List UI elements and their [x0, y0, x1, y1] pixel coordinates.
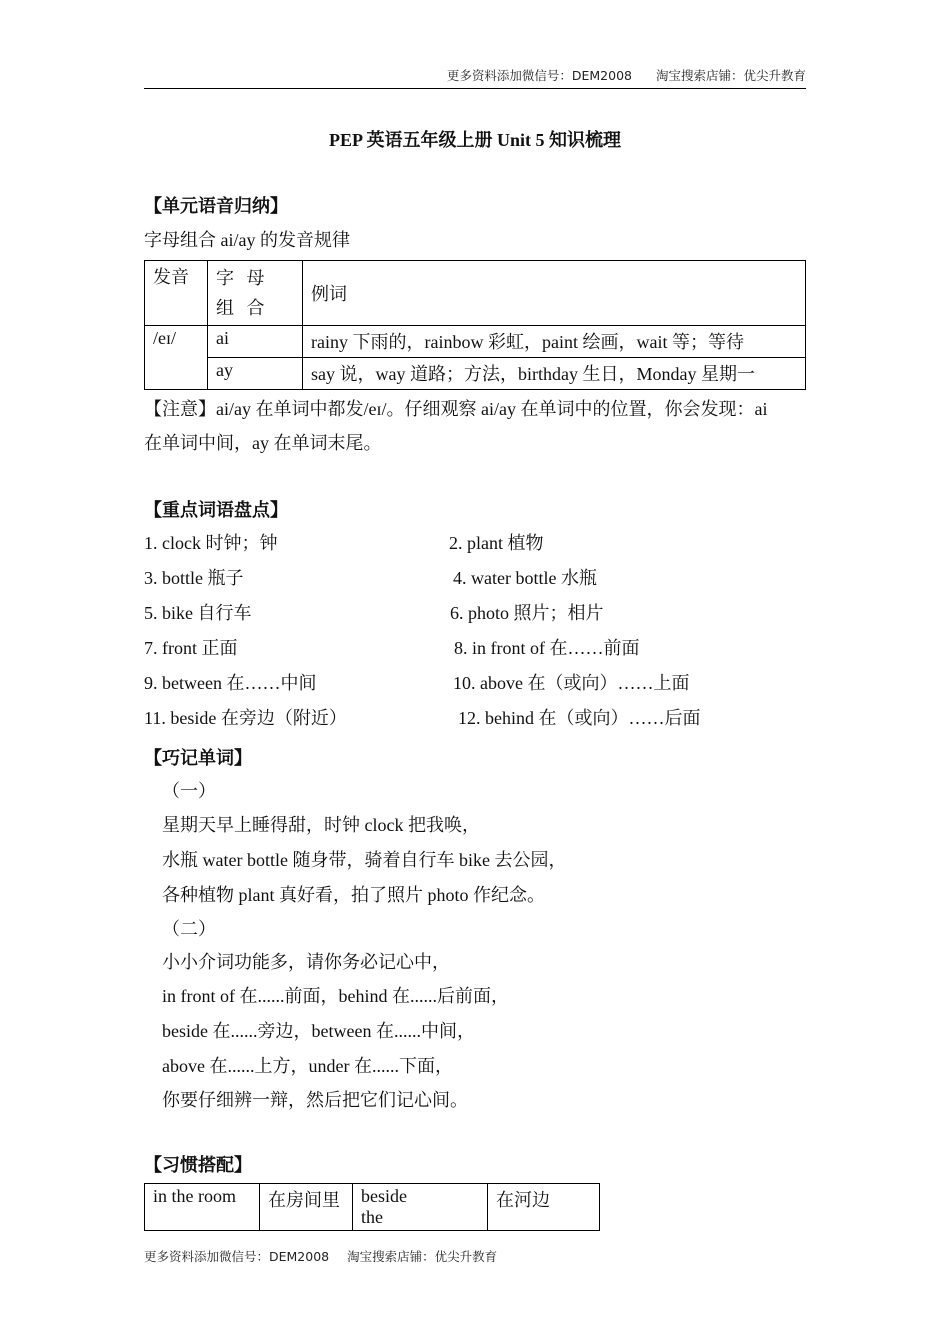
memory-part2-label: （二）	[162, 919, 216, 939]
col-header-combo: 字 母 组 合	[208, 261, 303, 326]
vocab-item: 5. bike 自行车	[144, 603, 252, 623]
sound-cell: /eɪ/	[145, 326, 208, 390]
memory-line: 水瓶 water bottle 随身带，骑着自行车 bike 去公园，	[162, 850, 567, 870]
collocation-cell: 在房间里	[260, 1184, 353, 1231]
phonics-heading: 【单元语音归纳】	[144, 196, 288, 216]
memory-line: beside 在......旁边，between 在......中间，	[162, 1021, 475, 1041]
vocab-item: 6. photo 照片；相片	[450, 603, 604, 623]
examples-cell: rainy 下雨的，rainbow 彩虹，paint 绘画，wait 等；等待	[303, 326, 806, 358]
examples-cell: say 说，way 道路；方法，birthday 生日，Monday 星期一	[303, 358, 806, 390]
collocation-cell: beside the	[353, 1184, 488, 1231]
col-header-examples: 例词	[303, 261, 806, 326]
vocab-item: 12. behind 在（或向）……后面	[458, 708, 701, 728]
phonics-note-line2: 在单词中间，ay 在单词末尾。	[144, 433, 382, 453]
header-wechat: 更多资料添加微信号：DEM2008	[446, 68, 632, 83]
vocab-item: 8. in front of 在……前面	[454, 638, 640, 658]
vocab-item: 4. water bottle 水瓶	[453, 568, 597, 588]
memory-line: 小小介词功能多，请你务必记心中，	[162, 952, 450, 972]
combo-cell: ai	[208, 326, 303, 358]
memory-part1-label: （一）	[162, 781, 216, 801]
memory-line: in front of 在......前面，behind 在......后前面，	[162, 986, 509, 1006]
vocab-item: 1. clock 时钟；钟	[144, 533, 278, 553]
header-shop: 淘宝搜索店铺：优尖升教育	[655, 68, 806, 83]
page-footer	[144, 1247, 511, 1265]
vocab-heading: 【重点词语盘点】	[144, 500, 288, 520]
phonics-note-line1: 【注意】ai/ay 在单词中都发/eɪ/。仔细观察 ai/ay 在单词中的位置，你会发现：ai	[144, 399, 768, 419]
footer-wechat: 更多资料添加微信号：DEM2008	[144, 1249, 330, 1264]
col-header-sound: 发音	[145, 261, 208, 326]
vocab-item: 7. front 正面	[144, 638, 238, 658]
collocation-heading: 【习惯搭配】	[144, 1155, 252, 1175]
combo-cell: ay	[208, 358, 303, 390]
vocab-item: 11. beside 在旁边（附近）	[144, 708, 347, 728]
phonics-table	[144, 260, 806, 390]
page-header	[144, 66, 806, 89]
memory-line: above 在......上方，under 在......下面，	[162, 1056, 453, 1076]
footer-shop: 淘宝搜索店铺：优尖升教育	[347, 1249, 498, 1264]
vocab-item: 9. between 在……中间	[144, 673, 317, 693]
memory-line: 各种植物 plant 真好看，拍了照片 photo 作纪念。	[162, 885, 545, 905]
collocation-cell: in the room	[145, 1184, 260, 1231]
collocation-table	[144, 1183, 600, 1231]
vocab-item: 2. plant 植物	[449, 533, 544, 553]
memory-line: 你要仔细辨一辩，然后把它们记心间。	[162, 1090, 468, 1110]
memory-heading: 【巧记单词】	[144, 748, 252, 768]
vocab-item: 10. above 在（或向）……上面	[453, 673, 690, 693]
page-title: PEP 英语五年级上册 Unit 5 知识梳理	[328, 130, 621, 150]
phonics-intro: 字母组合 ai/ay 的发音规律	[144, 230, 350, 250]
collocation-cell: 在河边	[488, 1184, 600, 1231]
memory-line: 星期天早上睡得甜，时钟 clock 把我唤，	[162, 815, 480, 835]
vocab-item: 3. bottle 瓶子	[144, 568, 244, 588]
